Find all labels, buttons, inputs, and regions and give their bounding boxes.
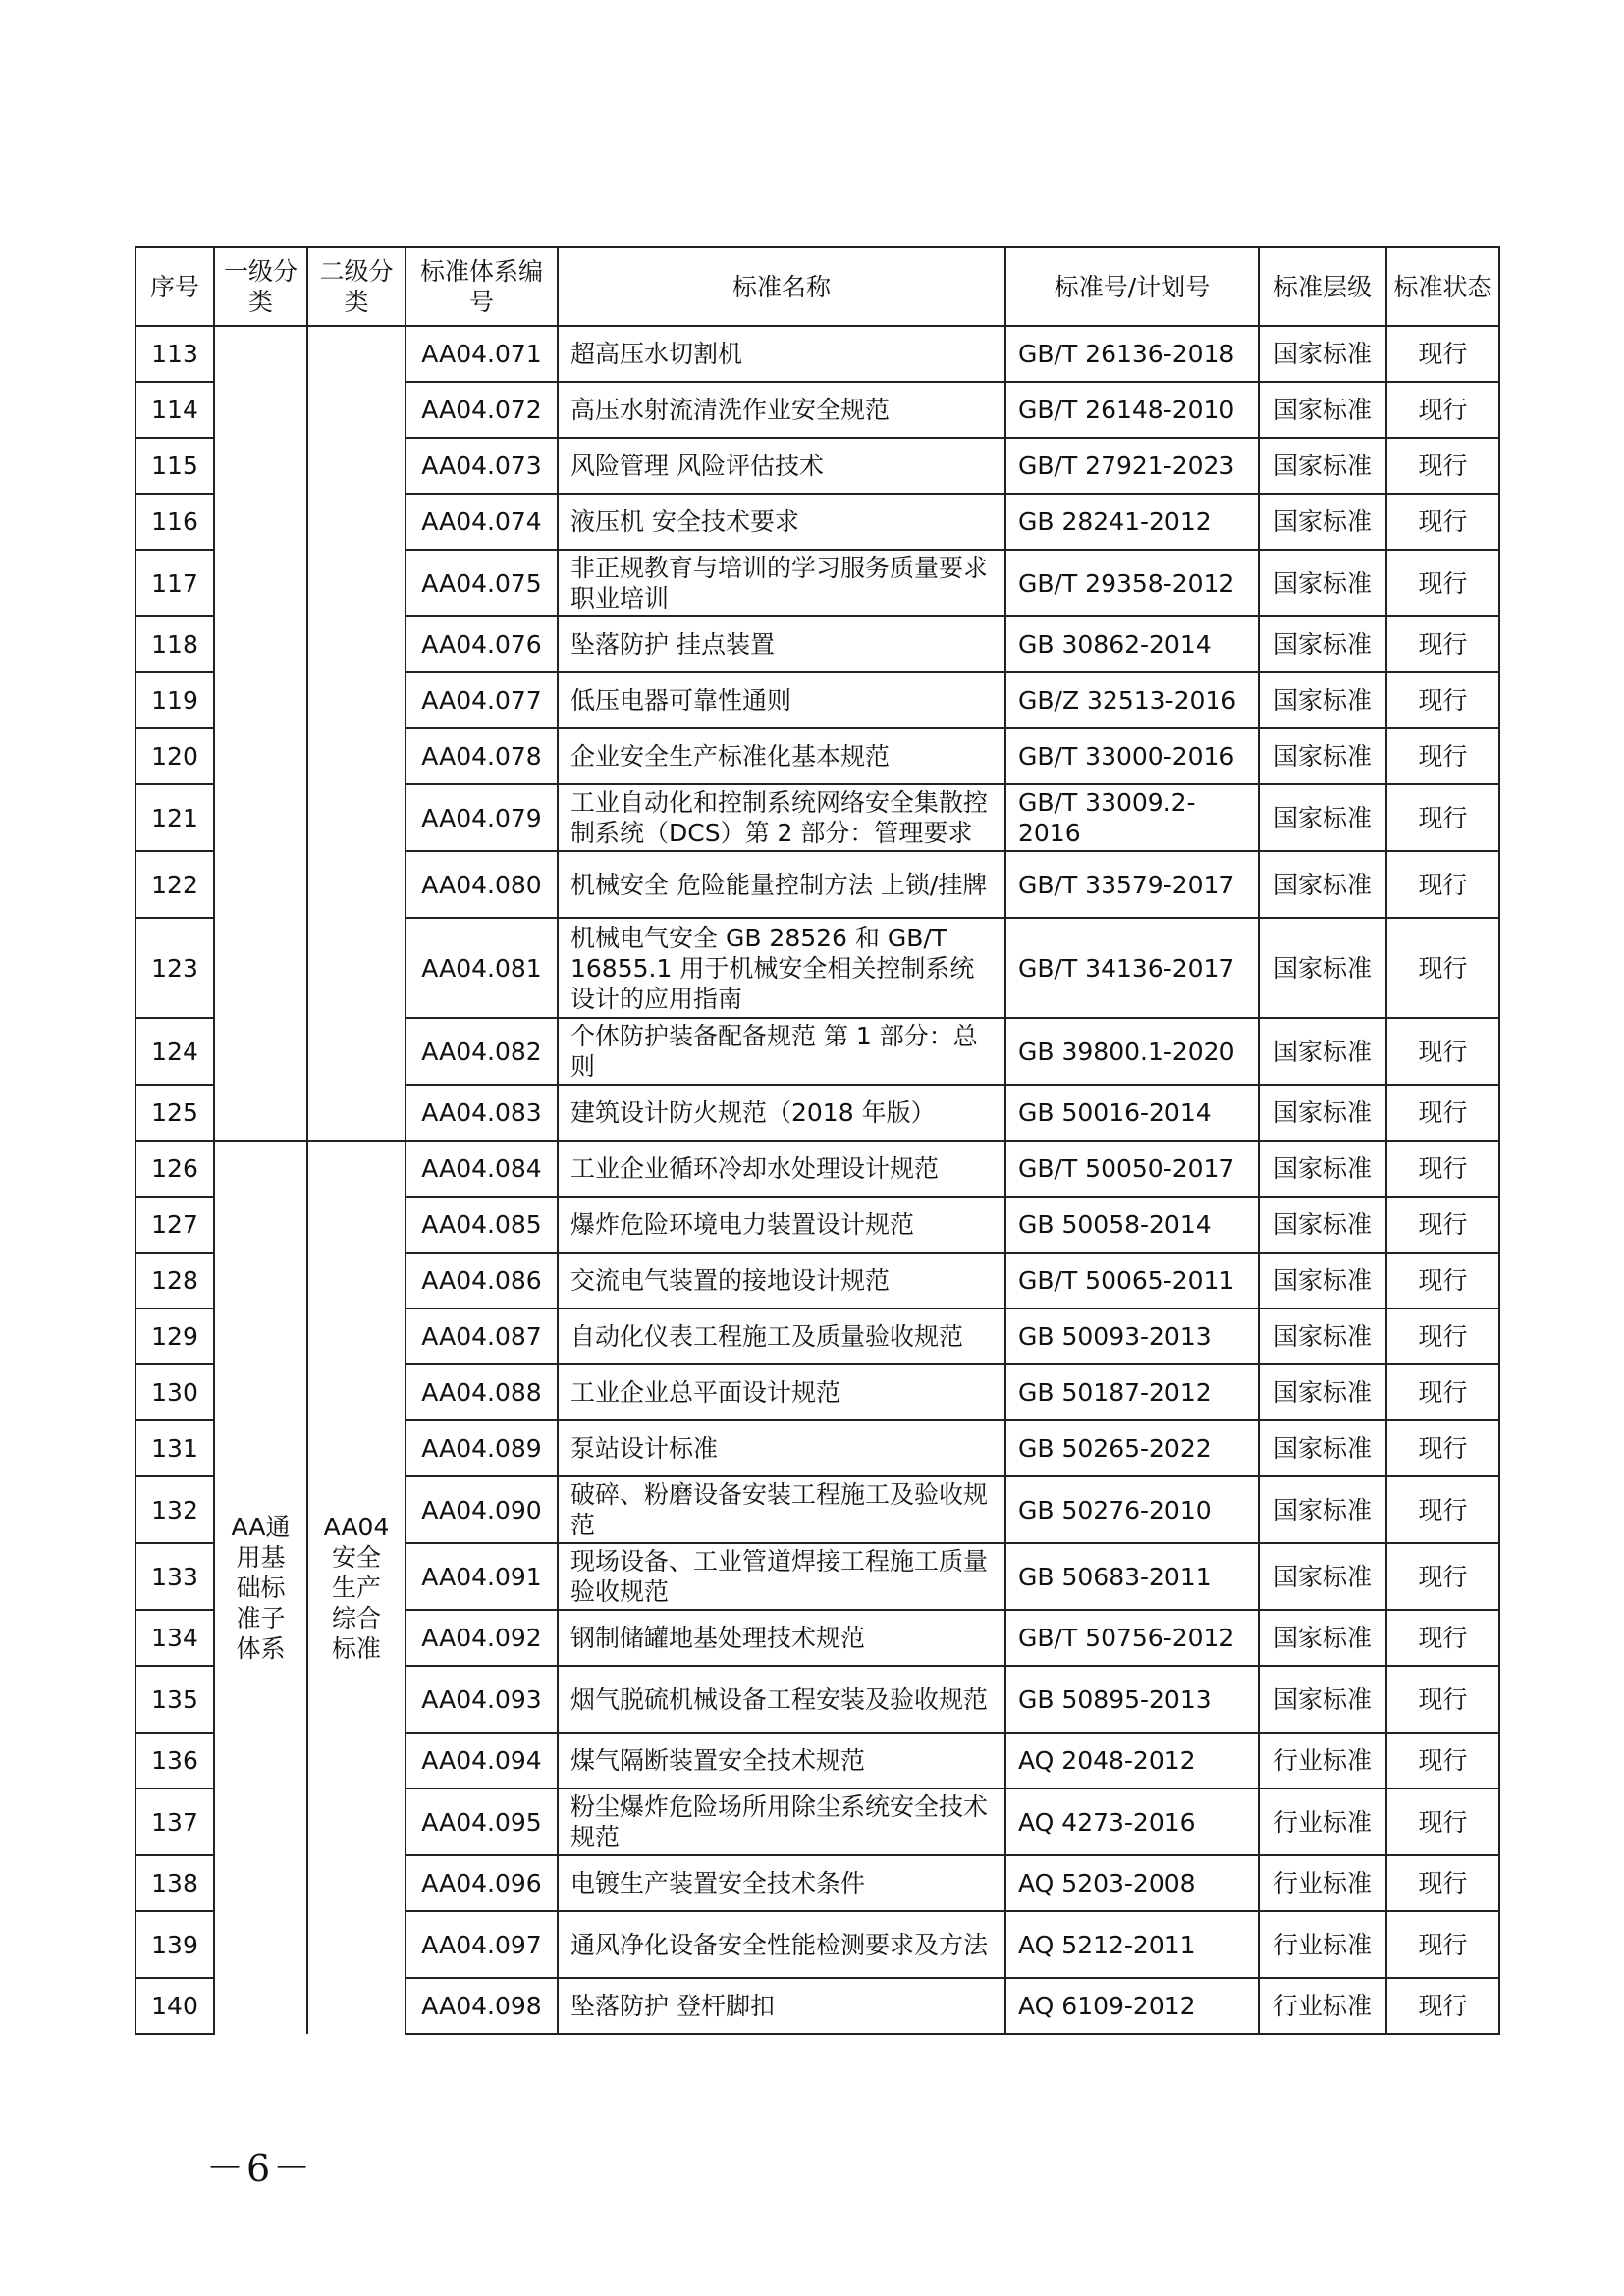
cell-std-status: 现行 (1386, 1018, 1499, 1085)
cell-name: 液压机 安全技术要求 (558, 494, 1005, 550)
cell-name: 泵站设计标准 (558, 1420, 1005, 1476)
header-std-no: 标准号/计划号 (1005, 247, 1259, 326)
cell-seq: 122 (135, 851, 214, 918)
cell-std-no: AQ 5212-2011 (1005, 1911, 1259, 1978)
cell-std-status: 现行 (1386, 1610, 1499, 1666)
standards-table (135, 246, 1500, 2035)
cell-name: 坠落防护 挂点装置 (558, 616, 1005, 672)
cell-level1-category (214, 326, 307, 1141)
cell-seq: 126 (135, 1141, 214, 1197)
header-row (135, 247, 1499, 326)
cell-name: 高压水射流清洗作业安全规范 (558, 382, 1005, 438)
page-number: －6－ (206, 2147, 314, 2190)
cell-seq: 140 (135, 1978, 214, 2034)
cell-std-level: 行业标准 (1259, 1733, 1386, 1789)
cell-name: 低压电器可靠性通则 (558, 672, 1005, 728)
table-body (135, 326, 1499, 2034)
cell-std-level: 国家标准 (1259, 1308, 1386, 1364)
cell-std-level: 国家标准 (1259, 1141, 1386, 1197)
cell-name: 工业企业循环冷却水处理设计规范 (558, 1141, 1005, 1197)
cell-std-level: 国家标准 (1259, 616, 1386, 672)
cell-std-no: AQ 5203-2008 (1005, 1855, 1259, 1911)
cell-std-no: GB/T 50065-2011 (1005, 1253, 1259, 1308)
cell-std-status: 现行 (1386, 616, 1499, 672)
cell-name: 工业企业总平面设计规范 (558, 1364, 1005, 1420)
header-sys-code: 标准体系编号 (406, 247, 558, 326)
cell-name: 超高压水切割机 (558, 326, 1005, 382)
cell-sys-code: AA04.083 (406, 1085, 558, 1141)
cell-std-level: 国家标准 (1259, 918, 1386, 1018)
header-level2: 二级分类 (307, 247, 406, 326)
cell-sys-code: AA04.084 (406, 1141, 558, 1197)
table-row (135, 326, 1499, 382)
cell-seq: 117 (135, 550, 214, 616)
cell-name: 钢制储罐地基处理技术规范 (558, 1610, 1005, 1666)
cell-std-level: 国家标准 (1259, 728, 1386, 784)
cell-seq: 133 (135, 1543, 214, 1610)
cell-sys-code: AA04.089 (406, 1420, 558, 1476)
cell-std-level: 国家标准 (1259, 1085, 1386, 1141)
cell-std-status: 现行 (1386, 1543, 1499, 1610)
cell-name: 非正规教育与培训的学习服务质量要求 职业培训 (558, 550, 1005, 616)
cell-std-level: 国家标准 (1259, 1666, 1386, 1733)
cell-name: 风险管理 风险评估技术 (558, 438, 1005, 494)
cell-std-level: 国家标准 (1259, 326, 1386, 382)
cell-std-level: 国家标准 (1259, 1253, 1386, 1308)
cell-std-no: GB 50276-2010 (1005, 1476, 1259, 1543)
cell-name: 企业安全生产标准化基本规范 (558, 728, 1005, 784)
cell-name: 交流电气装置的接地设计规范 (558, 1253, 1005, 1308)
cell-sys-code: AA04.076 (406, 616, 558, 672)
cell-name: 个体防护装备配备规范 第 1 部分：总则 (558, 1018, 1005, 1085)
cell-seq: 120 (135, 728, 214, 784)
cell-seq: 135 (135, 1666, 214, 1733)
cell-std-status: 现行 (1386, 1197, 1499, 1253)
cell-sys-code: AA04.090 (406, 1476, 558, 1543)
cell-seq: 127 (135, 1197, 214, 1253)
header-std-status: 标准状态 (1386, 247, 1499, 326)
cell-std-no: GB/T 33009.2-2016 (1005, 784, 1259, 851)
cell-seq: 118 (135, 616, 214, 672)
cell-name: 粉尘爆炸危险场所用除尘系统安全技术规范 (558, 1789, 1005, 1855)
cell-seq: 128 (135, 1253, 214, 1308)
cell-std-level: 国家标准 (1259, 382, 1386, 438)
cell-std-level: 国家标准 (1259, 1197, 1386, 1253)
cell-sys-code: AA04.085 (406, 1197, 558, 1253)
header-level1: 一级分类 (214, 247, 307, 326)
cell-sys-code: AA04.080 (406, 851, 558, 918)
cell-sys-code: AA04.071 (406, 326, 558, 382)
cell-std-no: GB/T 26136-2018 (1005, 326, 1259, 382)
cell-seq: 125 (135, 1085, 214, 1141)
cell-seq: 119 (135, 672, 214, 728)
cell-std-status: 现行 (1386, 1733, 1499, 1789)
cell-std-level: 国家标准 (1259, 1610, 1386, 1666)
cell-sys-code: AA04.094 (406, 1733, 558, 1789)
cell-std-level: 国家标准 (1259, 494, 1386, 550)
cell-std-no: GB 50016-2014 (1005, 1085, 1259, 1141)
cell-seq: 114 (135, 382, 214, 438)
cell-std-status: 现行 (1386, 1308, 1499, 1364)
cell-std-status: 现行 (1386, 1978, 1499, 2034)
cell-level2-category: AA04安全生产综合标准 (307, 1141, 406, 2034)
cell-name: 爆炸危险环境电力装置设计规范 (558, 1197, 1005, 1253)
cell-sys-code: AA04.095 (406, 1789, 558, 1855)
cell-std-status: 现行 (1386, 1364, 1499, 1420)
cell-std-status: 现行 (1386, 1253, 1499, 1308)
cell-std-no: GB/T 33579-2017 (1005, 851, 1259, 918)
cell-seq: 139 (135, 1911, 214, 1978)
cell-seq: 121 (135, 784, 214, 851)
cell-seq: 138 (135, 1855, 214, 1911)
cell-std-status: 现行 (1386, 784, 1499, 851)
cell-std-status: 现行 (1386, 1141, 1499, 1197)
header-seq: 序号 (135, 247, 214, 326)
cell-sys-code: AA04.091 (406, 1543, 558, 1610)
cell-sys-code: AA04.093 (406, 1666, 558, 1733)
cell-std-no: GB 39800.1-2020 (1005, 1018, 1259, 1085)
cell-std-status: 现行 (1386, 1855, 1499, 1911)
cell-std-status: 现行 (1386, 550, 1499, 616)
cell-seq: 137 (135, 1789, 214, 1855)
cell-std-status: 现行 (1386, 1666, 1499, 1733)
cell-seq: 129 (135, 1308, 214, 1364)
cell-seq: 123 (135, 918, 214, 1018)
cell-std-no: GB/T 33000-2016 (1005, 728, 1259, 784)
cell-seq: 130 (135, 1364, 214, 1420)
cell-name: 电镀生产装置安全技术条件 (558, 1855, 1005, 1911)
cell-seq: 115 (135, 438, 214, 494)
cell-std-level: 国家标准 (1259, 438, 1386, 494)
table-row (135, 1141, 1499, 1197)
cell-std-no: AQ 4273-2016 (1005, 1789, 1259, 1855)
cell-std-status: 现行 (1386, 1789, 1499, 1855)
cell-std-no: GB 30862-2014 (1005, 616, 1259, 672)
cell-sys-code: AA04.074 (406, 494, 558, 550)
cell-std-level: 行业标准 (1259, 1855, 1386, 1911)
cell-std-no: GB/T 50756-2012 (1005, 1610, 1259, 1666)
cell-name: 现场设备、工业管道焊接工程施工质量验收规范 (558, 1543, 1005, 1610)
cell-std-status: 现行 (1386, 851, 1499, 918)
cell-sys-code: AA04.077 (406, 672, 558, 728)
cell-name: 通风净化设备安全性能检测要求及方法 (558, 1911, 1005, 1978)
cell-std-no: GB 28241-2012 (1005, 494, 1259, 550)
cell-std-no: GB/T 50050-2017 (1005, 1141, 1259, 1197)
cell-std-no: AQ 2048-2012 (1005, 1733, 1259, 1789)
cell-std-status: 现行 (1386, 918, 1499, 1018)
cell-std-no: GB 50265-2022 (1005, 1420, 1259, 1476)
cell-sys-code: AA04.086 (406, 1253, 558, 1308)
cell-name: 破碎、粉磨设备安装工程施工及验收规范 (558, 1476, 1005, 1543)
cell-sys-code: AA04.092 (406, 1610, 558, 1666)
cell-sys-code: AA04.078 (406, 728, 558, 784)
cell-sys-code: AA04.075 (406, 550, 558, 616)
cell-std-status: 现行 (1386, 1085, 1499, 1141)
cell-name: 建筑设计防火规范（2018 年版） (558, 1085, 1005, 1141)
cell-std-no: GB/T 27921-2023 (1005, 438, 1259, 494)
cell-std-no: GB/T 29358-2012 (1005, 550, 1259, 616)
header-name: 标准名称 (558, 247, 1005, 326)
cell-seq: 116 (135, 494, 214, 550)
cell-std-level: 国家标准 (1259, 672, 1386, 728)
cell-std-status: 现行 (1386, 1420, 1499, 1476)
cell-std-level: 国家标准 (1259, 784, 1386, 851)
cell-level1-category: AA通用基础标准子体系 (214, 1141, 307, 2034)
cell-std-no: AQ 6109-2012 (1005, 1978, 1259, 2034)
cell-name: 自动化仪表工程施工及质量验收规范 (558, 1308, 1005, 1364)
cell-std-level: 国家标准 (1259, 851, 1386, 918)
cell-std-status: 现行 (1386, 728, 1499, 784)
cell-std-level: 国家标准 (1259, 1420, 1386, 1476)
cell-seq: 124 (135, 1018, 214, 1085)
cell-std-no: GB 50683-2011 (1005, 1543, 1259, 1610)
cell-sys-code: AA04.072 (406, 382, 558, 438)
cell-std-no: GB 50058-2014 (1005, 1197, 1259, 1253)
cell-seq: 132 (135, 1476, 214, 1543)
cell-level2-category (307, 326, 406, 1141)
cell-std-level: 国家标准 (1259, 550, 1386, 616)
cell-name: 工业自动化和控制系统网络安全集散控制系统（DCS）第 2 部分：管理要求 (558, 784, 1005, 851)
cell-std-level: 行业标准 (1259, 1789, 1386, 1855)
cell-std-no: GB/Z 32513-2016 (1005, 672, 1259, 728)
cell-std-level: 行业标准 (1259, 1911, 1386, 1978)
cell-std-no: GB 50093-2013 (1005, 1308, 1259, 1364)
cell-std-status: 现行 (1386, 1911, 1499, 1978)
cell-sys-code: AA04.073 (406, 438, 558, 494)
cell-std-no: GB/T 34136-2017 (1005, 918, 1259, 1018)
cell-name: 烟气脱硫机械设备工程安装及验收规范 (558, 1666, 1005, 1733)
cell-std-level: 行业标准 (1259, 1978, 1386, 2034)
cell-sys-code: AA04.087 (406, 1308, 558, 1364)
cell-std-status: 现行 (1386, 326, 1499, 382)
cell-std-status: 现行 (1386, 438, 1499, 494)
cell-std-no: GB/T 26148-2010 (1005, 382, 1259, 438)
cell-seq: 136 (135, 1733, 214, 1789)
header-std-level: 标准层级 (1259, 247, 1386, 326)
cell-sys-code: AA04.097 (406, 1911, 558, 1978)
cell-sys-code: AA04.079 (406, 784, 558, 851)
cell-name: 机械安全 危险能量控制方法 上锁/挂牌 (558, 851, 1005, 918)
cell-sys-code: AA04.096 (406, 1855, 558, 1911)
cell-sys-code: AA04.081 (406, 918, 558, 1018)
cell-std-no: GB 50895-2013 (1005, 1666, 1259, 1733)
cell-std-status: 现行 (1386, 1476, 1499, 1543)
cell-std-status: 现行 (1386, 494, 1499, 550)
cell-std-level: 国家标准 (1259, 1364, 1386, 1420)
cell-sys-code: AA04.082 (406, 1018, 558, 1085)
cell-seq: 113 (135, 326, 214, 382)
cell-std-status: 现行 (1386, 382, 1499, 438)
cell-seq: 134 (135, 1610, 214, 1666)
cell-sys-code: AA04.088 (406, 1364, 558, 1420)
cell-sys-code: AA04.098 (406, 1978, 558, 2034)
cell-std-level: 国家标准 (1259, 1018, 1386, 1085)
cell-seq: 131 (135, 1420, 214, 1476)
cell-std-status: 现行 (1386, 672, 1499, 728)
cell-name: 坠落防护 登杆脚扣 (558, 1978, 1005, 2034)
cell-name: 煤气隔断装置安全技术规范 (558, 1733, 1005, 1789)
cell-std-level: 国家标准 (1259, 1476, 1386, 1543)
cell-std-level: 国家标准 (1259, 1543, 1386, 1610)
cell-std-no: GB 50187-2012 (1005, 1364, 1259, 1420)
cell-name: 机械电气安全 GB 28526 和 GB/T 16855.1 用于机械安全相关控制系统设计的应用指南 (558, 918, 1005, 1018)
